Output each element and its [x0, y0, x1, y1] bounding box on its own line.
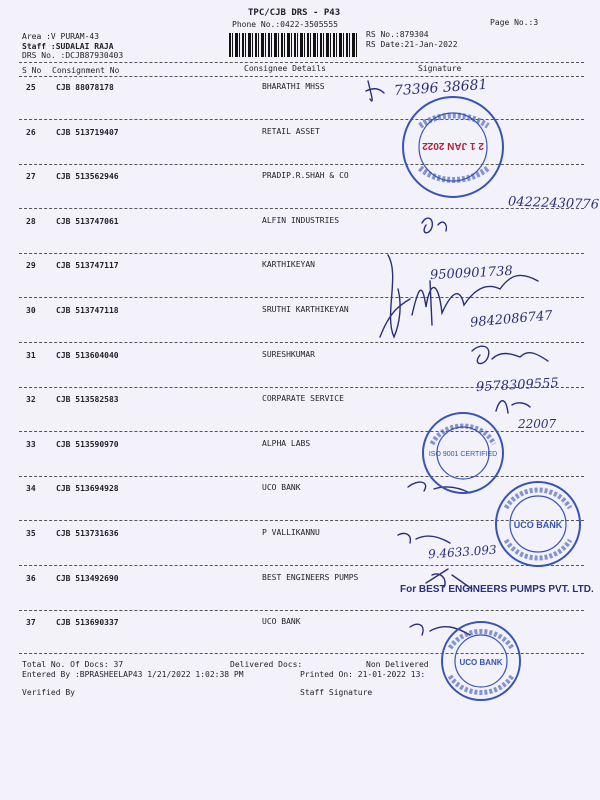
total-docs: Total No. Of Docs: 37 — [22, 660, 124, 669]
signature-29-bracket — [380, 255, 410, 337]
row-sno: 25 — [26, 83, 36, 92]
uco-bank-stamp-2 — [438, 618, 524, 704]
non-delivered: Non Delivered — [366, 660, 429, 669]
rs-date: RS Date:21-Jan-2022 — [366, 40, 458, 49]
header-divider — [19, 62, 584, 63]
row-consignment-number: CJB 513492690 — [56, 574, 119, 583]
staff-label: Staff :SUDALAI RAJA — [22, 42, 114, 51]
stamp-date: 2 1 JAN 2022 — [422, 140, 484, 151]
printed-on: Printed On: 21-01-2022 13: — [300, 670, 426, 679]
row-consignee-name: KARTHIKEYAN — [262, 260, 315, 269]
row-consignee-name: SURESHKUMAR — [262, 350, 315, 359]
row-consignment-number: CJB 513590970 — [56, 440, 119, 449]
signature-31 — [472, 346, 548, 363]
row-consignee-name: RETAIL ASSET — [262, 127, 320, 136]
report-title: TPC/CJB DRS - P43 — [248, 8, 341, 18]
row-consignee-name: BHARATHI MHSS — [262, 82, 325, 91]
barcode — [229, 33, 357, 57]
row-consignment-number: CJB 513747118 — [56, 306, 119, 315]
row-consignee-name: CORPARATE SERVICE — [262, 394, 344, 403]
row-sno: 26 — [26, 128, 36, 137]
uco-bank-label-2: UCO BANK — [459, 658, 503, 667]
retail-assets-stamp — [398, 92, 508, 202]
row-consignment-number: CJB 513747117 — [56, 261, 119, 270]
row-consignment-number: CJB 88078178 — [56, 83, 114, 92]
row-sno: 36 — [26, 574, 36, 583]
row-sno: 27 — [26, 172, 36, 181]
row-consignee-name: BEST ENGINEERS PUMPS — [262, 573, 359, 582]
rs-number: RS No.:879304 — [366, 30, 429, 39]
row-consignee-name: UCO BANK — [262, 617, 301, 626]
row-consignee-name: SRUTHI KARTHIKEYAN — [262, 305, 349, 314]
delivered-docs: Delivered Docs: — [230, 660, 303, 669]
handwritten-phone-25: 73396 38681 — [393, 76, 488, 100]
company-seal-text: For BEST ENGINEERS PUMPS PVT. LTD. — [400, 584, 594, 595]
row-sno: 35 — [26, 529, 36, 538]
handwritten-phone-35: 9.4633.093 — [427, 542, 498, 562]
col-header-consignee: Consignee Details — [244, 64, 326, 73]
phone-number: Phone No.:0422-3505555 — [232, 20, 338, 29]
handwritten-phone-30: 9842086747 — [469, 308, 554, 331]
row-consignment-number: CJB 513747061 — [56, 217, 119, 226]
row-consignee-name: ALFIN INDUSTRIES — [262, 216, 340, 225]
col-header-signature: Signature — [418, 64, 462, 73]
row-consignment-number: CJB 513690337 — [56, 618, 119, 627]
verified-by: Verified By — [22, 688, 75, 697]
row-sno: 30 — [26, 306, 36, 315]
row-consignee-name: ALPHA LABS — [262, 439, 311, 448]
col-header-sno: S No — [22, 66, 42, 75]
handwritten-phone-27: 04222430776 — [507, 194, 600, 213]
row-consignee-name: P VALLIKANNU — [262, 528, 320, 537]
uco-bank-label-1: UCO BANK — [513, 520, 563, 530]
row-sno: 32 — [26, 395, 36, 404]
signature-35 — [398, 533, 450, 543]
entered-by: Entered By :BPRASHEELAP43 1/21/2022 1:02:38 PM — [22, 670, 244, 679]
row-sno: 28 — [26, 217, 36, 226]
staff-signature-label: Staff Signature — [300, 688, 373, 697]
row-consignment-number: CJB 513719407 — [56, 128, 119, 137]
row-sno: 31 — [26, 351, 36, 360]
signature-36 — [426, 569, 472, 589]
signature-28 — [422, 218, 446, 233]
row-consignment-number: CJB 513562946 — [56, 172, 119, 181]
row-consignment-number: CJB 513731636 — [56, 529, 119, 538]
page-number: Page No.:3 — [490, 18, 539, 27]
row-consignee-name: UCO BANK — [262, 483, 301, 492]
row-consignment-number: CJB 513604040 — [56, 351, 119, 360]
col-header-consignment: Consignment No — [52, 66, 120, 75]
row-consignment-number: CJB 513694928 — [56, 484, 119, 493]
handwritten-phone-28: 9500901738 — [429, 263, 514, 284]
handwritten-phone-31: 9578309555 — [475, 375, 560, 396]
area-label: Area :V PURAM-43 — [22, 32, 100, 41]
row-consignee-name: PRADIP.R.SHAH & CO — [262, 171, 349, 180]
drs-number: DRS No. :DCJB87930403 — [22, 51, 124, 60]
row-consignment-number: CJB 513582583 — [56, 395, 119, 404]
signature-30 — [412, 275, 538, 325]
row-sno: 34 — [26, 484, 36, 493]
handwritten-phone-32: 22007 — [518, 417, 557, 431]
signature-25 — [366, 81, 384, 101]
row-sno: 29 — [26, 261, 36, 270]
row-sno: 33 — [26, 440, 36, 449]
row-sno: 37 — [26, 618, 36, 627]
uco-bank-stamp-1 — [492, 478, 584, 570]
iso-cert-label: ISO 9001 CERTIFIED — [428, 451, 498, 458]
